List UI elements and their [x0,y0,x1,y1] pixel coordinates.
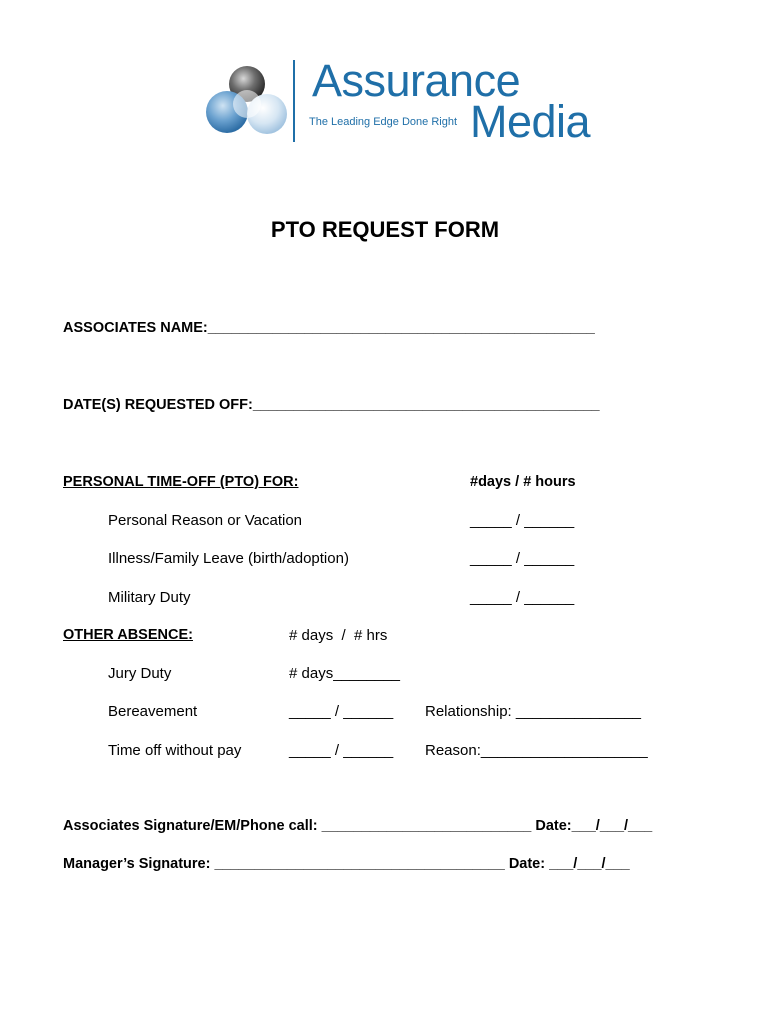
other-row-blank[interactable]: # days________ [289,665,400,682]
manager-signature-line[interactable]: Manager’s Signature: ____________________________________ Date: ___/___/___ [63,856,630,872]
logo-spheres-icon [205,64,293,142]
pto-section-heading: PERSONAL TIME-OFF (PTO) FOR: [63,474,299,490]
associate-signature-line[interactable]: Associates Signature/EM/Phone call: __________________________ Date:___/___/___ [63,818,653,834]
other-absence-heading: OTHER ABSENCE: [63,627,193,643]
relationship-field[interactable]: Relationship: _______________ [425,703,642,720]
pto-row-label: Military Duty [108,589,191,606]
pto-row-blank[interactable]: _____ / ______ [470,589,575,606]
logo-tagline: The Leading Edge Done Right [309,116,457,128]
pto-row-label: Personal Reason or Vacation [108,512,303,529]
pto-row-blank[interactable]: _____ / ______ [470,512,575,529]
logo-wordmark-media: Media [470,96,591,147]
logo-wordmark-assurance: Assurance [312,55,521,106]
other-row-blank[interactable]: _____ / ______ [289,703,394,720]
pto-row-label: Illness/Family Leave (birth/adoption) [108,550,349,567]
other-row-blank[interactable]: _____ / ______ [289,742,394,759]
other-row-label: Time off without pay [108,742,242,759]
associates-name-field[interactable]: ASSOCIATES NAME:________________________________________________ [63,320,595,336]
other-row-label: Jury Duty [108,665,172,682]
other-row-label: Bereavement [108,703,198,720]
pto-column-header: #days / # hours [470,474,576,490]
logo-divider [293,60,295,142]
other-absence-column-header: # days / # hrs [289,627,388,644]
reason-field[interactable]: Reason:____________________ [425,742,648,759]
form-title: PTO REQUEST FORM [270,217,500,242]
pto-row-blank[interactable]: _____ / ______ [470,550,575,567]
dates-requested-field[interactable]: DATE(S) REQUESTED OFF:___________________________________________ [63,397,600,413]
